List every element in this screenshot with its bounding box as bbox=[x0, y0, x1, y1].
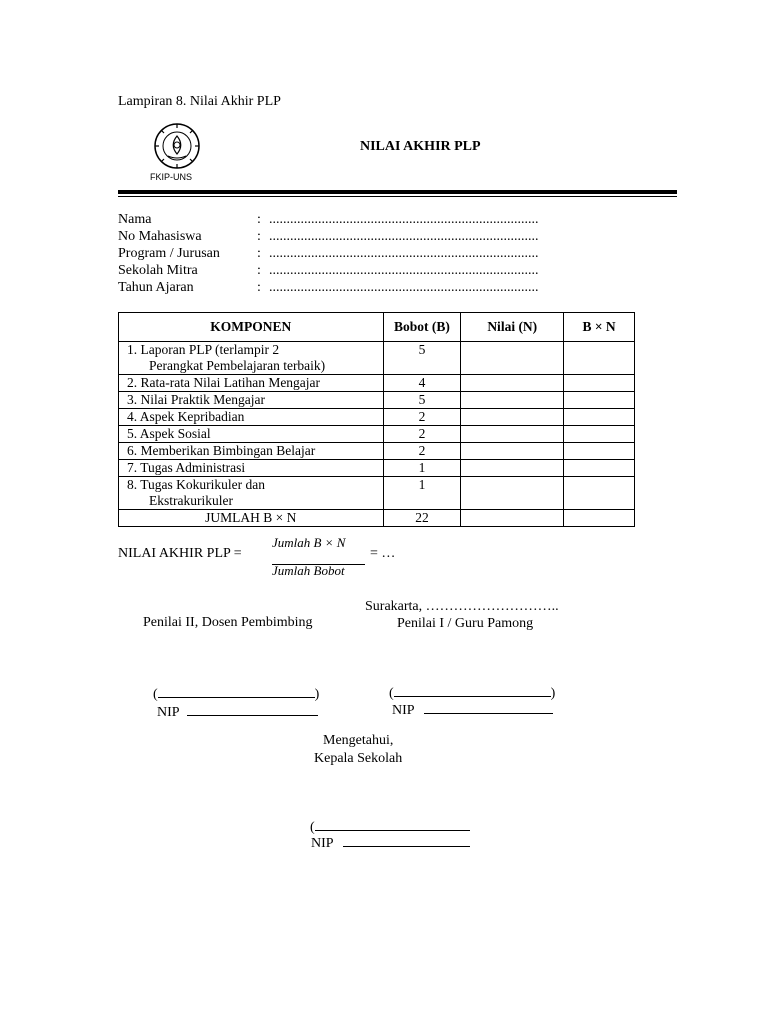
paren-close: ) bbox=[314, 687, 320, 702]
place-date: Surakarta, ……………………….. bbox=[365, 599, 559, 614]
identity-blank: ............................................................................. bbox=[269, 229, 539, 244]
kepala-nip bbox=[311, 833, 470, 852]
nilai-cell[interactable] bbox=[461, 460, 564, 477]
table-row bbox=[119, 477, 635, 510]
bxn-cell[interactable] bbox=[564, 409, 635, 426]
identity-row-sekolah bbox=[118, 262, 539, 279]
identity-label: Tahun Ajaran bbox=[118, 280, 194, 295]
identity-label: Nama bbox=[118, 212, 152, 227]
identity-row-program bbox=[118, 245, 539, 262]
kepala-sekolah-title: Kepala Sekolah bbox=[314, 751, 403, 766]
nilai-cell[interactable] bbox=[461, 443, 564, 460]
total-nilai-cell[interactable] bbox=[461, 510, 564, 527]
header-bxn: B × N bbox=[564, 313, 635, 342]
identity-label: No Mahasiswa bbox=[118, 229, 202, 244]
table-row bbox=[119, 392, 635, 409]
signature-blank[interactable] bbox=[394, 683, 551, 697]
komponen-text: 6. Memberikan Bimbingan Belajar bbox=[119, 443, 384, 460]
identity-row-no-mahasiswa bbox=[118, 228, 539, 245]
komponen-text: 3. Nilai Praktik Mengajar bbox=[119, 392, 384, 409]
bxn-cell[interactable] bbox=[564, 460, 635, 477]
penilai-2-title: Penilai II, Dosen Pembimbing bbox=[143, 615, 313, 630]
attachment-caption: Lampiran 8. Nilai Akhir PLP bbox=[118, 94, 281, 109]
mengetahui-label: Mengetahui, bbox=[323, 733, 394, 748]
nip-label: NIP bbox=[157, 705, 180, 720]
identity-row-tahun bbox=[118, 279, 539, 296]
komponen-text: 1. Laporan PLP (terlampir 2 bbox=[127, 342, 280, 357]
signature-blank[interactable] bbox=[158, 684, 315, 698]
komponen-text: 2. Rata-rata Nilai Latihan Mengajar bbox=[119, 375, 384, 392]
komponen-text: 8. Tugas Kokurikuler dan bbox=[127, 477, 265, 492]
formula-denominator: Jumlah Bobot bbox=[272, 563, 345, 578]
header-rule-thick bbox=[118, 190, 677, 194]
bxn-cell[interactable] bbox=[564, 342, 635, 375]
bxn-cell[interactable] bbox=[564, 477, 635, 510]
identity-blank: ............................................................................. bbox=[269, 246, 539, 261]
table-row bbox=[119, 375, 635, 392]
nip-blank[interactable] bbox=[343, 833, 470, 847]
table-total-row bbox=[119, 510, 635, 527]
identity-colon: : bbox=[257, 229, 261, 244]
bobot-cell: 1 bbox=[383, 460, 461, 477]
komponen-cell bbox=[119, 342, 384, 375]
bxn-cell[interactable] bbox=[564, 392, 635, 409]
bxn-cell[interactable] bbox=[564, 375, 635, 392]
komponen-text: 7. Tugas Administrasi bbox=[119, 460, 384, 477]
table-row bbox=[119, 443, 635, 460]
penilai-1-nip bbox=[392, 700, 553, 719]
header-komponen: KOMPONEN bbox=[119, 313, 384, 342]
bobot-cell: 1 bbox=[383, 477, 461, 510]
paren-close: ) bbox=[550, 686, 556, 701]
score-table bbox=[118, 312, 635, 527]
bxn-cell[interactable] bbox=[564, 426, 635, 443]
nip-label: NIP bbox=[311, 836, 334, 851]
bobot-cell: 5 bbox=[383, 392, 461, 409]
bobot-cell: 2 bbox=[383, 443, 461, 460]
signature-blank[interactable] bbox=[315, 817, 470, 831]
identity-blank: ............................................................................. bbox=[269, 280, 539, 295]
nilai-cell[interactable] bbox=[461, 342, 564, 375]
table-row bbox=[119, 409, 635, 426]
komponen-text: 5. Aspek Sosial bbox=[119, 426, 384, 443]
total-label: JUMLAH B × N bbox=[119, 510, 384, 527]
nip-blank[interactable] bbox=[424, 700, 553, 714]
komponen-cell bbox=[119, 477, 384, 510]
table-header-row bbox=[119, 313, 635, 342]
bobot-cell: 2 bbox=[383, 426, 461, 443]
identity-colon: : bbox=[257, 263, 261, 278]
university-seal-icon bbox=[146, 122, 208, 172]
penilai-2-nip bbox=[157, 702, 318, 721]
formula-numerator: Jumlah B × N bbox=[272, 535, 346, 550]
penilai-2-signature-line bbox=[153, 684, 319, 703]
nilai-cell[interactable] bbox=[461, 375, 564, 392]
identity-label: Program / Jurusan bbox=[118, 246, 220, 261]
identity-colon: : bbox=[257, 280, 261, 295]
komponen-text-cont: Perangkat Pembelajaran terbaik) bbox=[149, 358, 326, 373]
bxn-cell[interactable] bbox=[564, 443, 635, 460]
identity-blank: ............................................................................. bbox=[269, 212, 539, 227]
nip-label: NIP bbox=[392, 703, 415, 718]
header-bobot: Bobot (B) bbox=[383, 313, 461, 342]
header-rule-thin bbox=[118, 196, 677, 197]
paren-open: ( bbox=[310, 820, 315, 835]
total-bxn-cell[interactable] bbox=[564, 510, 635, 527]
nilai-cell[interactable] bbox=[461, 409, 564, 426]
komponen-text: 4. Aspek Kepribadian bbox=[119, 409, 384, 426]
komponen-text-cont: Ekstrakurikuler bbox=[149, 493, 233, 508]
formula-label: NILAI AKHIR PLP = bbox=[118, 546, 242, 561]
nilai-cell[interactable] bbox=[461, 426, 564, 443]
identity-colon: : bbox=[257, 246, 261, 261]
table-row bbox=[119, 426, 635, 443]
identity-colon: : bbox=[257, 212, 261, 227]
nilai-cell[interactable] bbox=[461, 392, 564, 409]
bobot-cell: 5 bbox=[383, 342, 461, 375]
fkip-uns-logo bbox=[146, 122, 208, 188]
total-bobot: 22 bbox=[383, 510, 461, 527]
header-nilai: Nilai (N) bbox=[461, 313, 564, 342]
identity-label: Sekolah Mitra bbox=[118, 263, 198, 278]
bobot-cell: 2 bbox=[383, 409, 461, 426]
nip-blank[interactable] bbox=[187, 702, 318, 716]
logo-text: FKIP-UNS bbox=[149, 172, 192, 182]
formula-result: = … bbox=[370, 546, 396, 561]
page-title: NILAI AKHIR PLP bbox=[360, 139, 481, 154]
identity-row-nama bbox=[118, 211, 539, 228]
table-row bbox=[119, 460, 635, 477]
identity-blank: ............................................................................. bbox=[269, 263, 539, 278]
bobot-cell: 4 bbox=[383, 375, 461, 392]
nilai-cell[interactable] bbox=[461, 477, 564, 510]
penilai-1-title: Penilai I / Guru Pamong bbox=[397, 616, 534, 631]
table-row bbox=[119, 342, 635, 375]
paren-open: ( bbox=[153, 687, 158, 702]
paren-open: ( bbox=[389, 686, 394, 701]
identity-section bbox=[118, 211, 539, 296]
